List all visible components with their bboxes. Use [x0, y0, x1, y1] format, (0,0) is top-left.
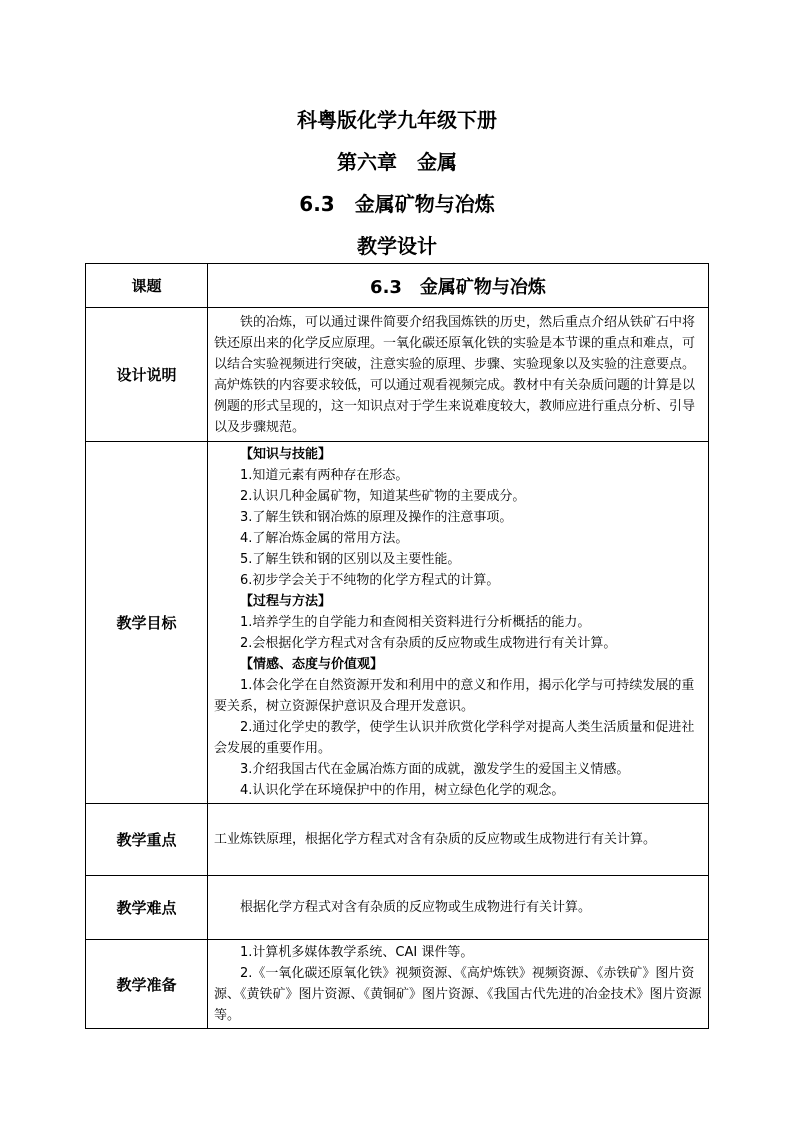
document-header — [0, 104, 794, 256]
row-key-points — [86, 804, 709, 876]
knowledge-item: 2.认识几种金属矿物，知道某些矿物的主要成分。 — [240, 489, 526, 504]
key-cell — [208, 804, 709, 876]
section-title: 6.3 金属矿物与冶炼 — [299, 192, 495, 216]
lesson-plan-table — [85, 263, 709, 1029]
doc-type-title: 教学设计 — [357, 234, 437, 258]
emotion-item: 2.通过化学史的教学，使学生认识并欣赏化学科学对提高人类生活质量和促进社会发展的重要作用。 — [214, 720, 695, 756]
row-topic — [86, 264, 709, 308]
design-cell — [208, 308, 709, 442]
prep-item: 1.计算机多媒体教学系统、CAI 课件等。 — [240, 945, 474, 960]
knowledge-title: 【知识与技能】 — [240, 447, 332, 462]
prep-cell — [208, 940, 709, 1029]
design-text: 铁的冶炼，可以通过课件简要介绍我国炼铁的历史，然后重点介绍从铁矿石中将铁还原出来的化学反应原理。一氧化碳还原氧化铁的实验是本节课的重点和难点，可以结合实验视频进行突破，注意实验的原理、步骤、实验现象以及实验的注意要点。高炉炼铁的内容要求较低，可以通过观看视频完成。教材中有关杂质问题的计算是以例题的形式呈现的，这一知识点对于学生来说难度较大，教师应进行重点分析、引导以及步骤规范。 — [214, 314, 696, 435]
topic-value: 6.3 金属矿物与冶炼 — [208, 264, 709, 308]
knowledge-item: 3.了解生铁和钢冶炼的原理及操作的注意事项。 — [240, 510, 513, 525]
goals-cell — [208, 442, 709, 804]
knowledge-item: 5.了解生铁和钢的区别以及主要性能。 — [240, 552, 461, 567]
row-difficulty — [86, 876, 709, 940]
knowledge-item: 6.初步学会关于不纯物的化学方程式的计算。 — [240, 573, 500, 588]
difficulty-label: 教学难点 — [86, 876, 208, 940]
process-item: 1.培养学生的自学能力和查阅相关资料进行分析概括的能力。 — [240, 615, 591, 630]
emotion-title: 【情感、态度与价值观】 — [240, 657, 384, 672]
emotion-item: 4.认识化学在环境保护中的作用，树立绿色化学的观念。 — [240, 783, 565, 798]
knowledge-item: 4.了解冶炼金属的常用方法。 — [240, 531, 409, 546]
key-label: 教学重点 — [86, 804, 208, 876]
difficulty-text: 根据化学方程式对含有杂质的反应物或生成物进行有关计算。 — [240, 900, 592, 915]
goals-label: 教学目标 — [86, 442, 208, 804]
process-item: 2.会根据化学方程式对含有杂质的反应物或生成物进行有关计算。 — [240, 636, 617, 651]
difficulty-cell — [208, 876, 709, 940]
process-title: 【过程与方法】 — [240, 594, 332, 609]
prep-item: 2.《一氧化碳还原氧化铁》视频资源、《高炉炼铁》视频资源、《赤铁矿》图片资源、《黄铁矿》图片资源、《黄铜矿》图片资源、《我国古代先进的冶金技术》图片资源等。 — [214, 966, 702, 1023]
row-design — [86, 308, 709, 442]
prep-label: 教学准备 — [86, 940, 208, 1029]
emotion-item: 3.介绍我国古代在金属冶炼方面的成就，激发学生的爱国主义情感。 — [240, 762, 630, 777]
emotion-item: 1.体会化学在自然资源开发和利用中的意义和作用，揭示化学与可持续发展的重要关系，树立资源保护意识及合理开发意识。 — [214, 678, 695, 714]
chapter-title: 第六章 金属 — [337, 150, 457, 174]
knowledge-item: 1.知道元素有两种存在形态。 — [240, 468, 409, 483]
book-title: 科粤版化学九年级下册 — [297, 108, 497, 132]
row-preparation — [86, 940, 709, 1029]
topic-label: 课题 — [86, 264, 208, 308]
key-text: 工业炼铁原理，根据化学方程式对含有杂质的反应物或生成物进行有关计算。 — [214, 832, 657, 847]
design-label: 设计说明 — [86, 308, 208, 442]
row-goals — [86, 442, 709, 804]
